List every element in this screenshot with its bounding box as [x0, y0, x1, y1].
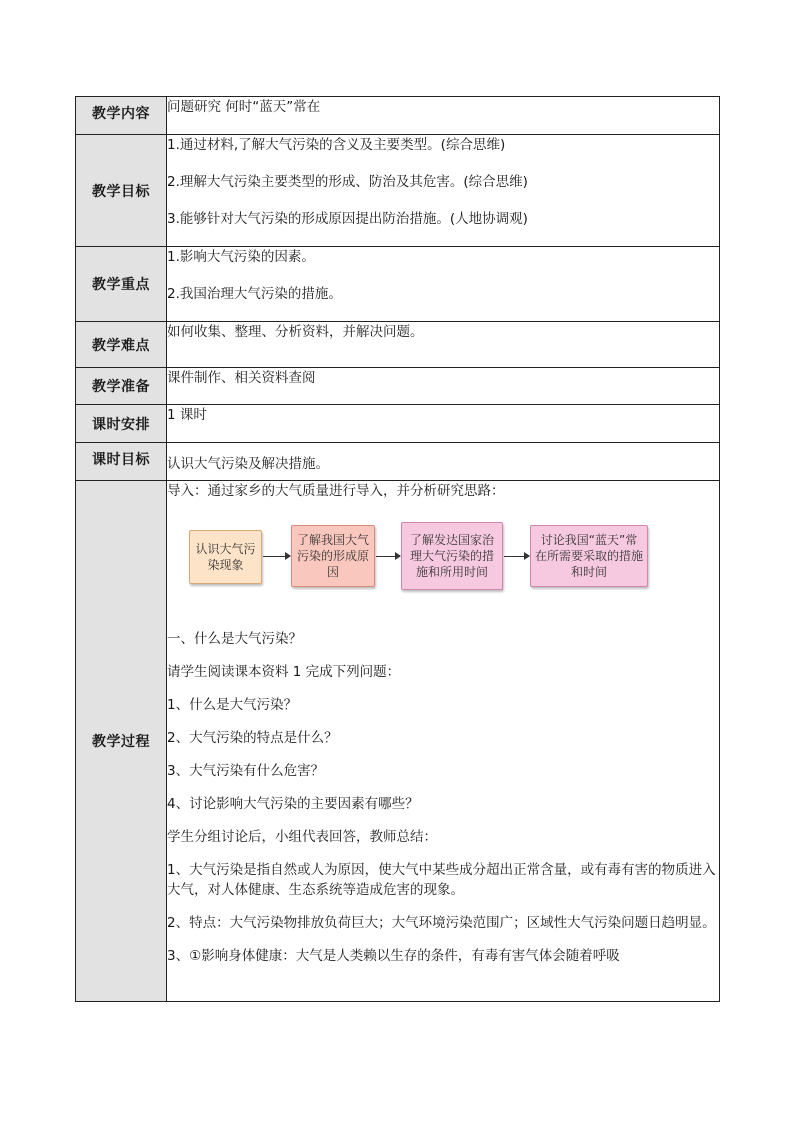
process-content: [167, 481, 720, 1002]
label-period-goal: 课时目标: [76, 443, 167, 481]
row-process: [76, 481, 720, 1002]
flow-arrow: [504, 556, 529, 557]
objective-item: 2.理解大气污染主要类型的形成、防治及其危害。(综合思维): [167, 174, 528, 190]
preparation-text: 课件制作、相关资料查阅: [167, 368, 720, 405]
key-points-list: [167, 247, 720, 322]
row-period-goal: [76, 443, 720, 481]
schedule-text: 1 课时: [167, 405, 720, 443]
process-paragraph: 学生分组讨论后，小组代表回答，教师总结：: [167, 829, 437, 845]
key-point-item: 2.我国治理大气污染的措施。: [167, 286, 342, 302]
question-item: 2、大气污染的特点是什么？: [167, 730, 338, 746]
lesson-plan-table: [75, 96, 720, 1002]
label-process: 教学过程: [76, 481, 167, 1002]
flow-step-4: 讨论我国“蓝天”常在所需要采取的措施和时间: [530, 525, 648, 587]
flow-arrow: [263, 556, 290, 557]
flow-step-3: 了解发达国家治理大气污染的措施和所用时间: [401, 522, 503, 590]
label-key-points: 教学重点: [76, 247, 167, 322]
process-intro: 导入：通过家乡的大气质量进行导入，并分析研究思路：: [167, 483, 505, 499]
row-schedule: [76, 405, 720, 443]
question-item: 3、大气污染有什么危害？: [167, 763, 325, 779]
row-preparation: [76, 368, 720, 405]
flow-step-1: 认识大气污染现象: [189, 530, 262, 584]
label-objectives: 教学目标: [76, 135, 167, 247]
row-content: [76, 97, 720, 135]
period-goal-text: 认识大气污染及解决措施。: [167, 443, 720, 481]
answer-paragraph: 1、大气污染是指自然或人为原因，使大气中某些成分超出正常含量，或有毒有害的物质进入大气，对人体健康、生态系统等造成危害的现象。: [167, 862, 716, 898]
difficulties-text: 如何收集、整理、分析资料，并解决问题。: [167, 322, 720, 368]
label-schedule: 课时安排: [76, 405, 167, 443]
research-flowchart: [167, 501, 719, 597]
label-preparation: 教学准备: [76, 368, 167, 405]
flow-arrow: [376, 556, 400, 557]
flow-step-2: 了解我国大气污染的形成原因: [291, 525, 375, 587]
label-content: 教学内容: [76, 97, 167, 135]
answer-paragraph: 2、特点：大气污染物排放负荷巨大；大气环境污染范围广；区域性大气污染问题日趋明显。: [167, 915, 716, 931]
row-key-points: [76, 247, 720, 322]
content-text: 问题研究 何时“蓝天”常在: [167, 97, 720, 135]
row-difficulties: [76, 322, 720, 368]
objectives-list: [167, 135, 720, 247]
key-point-item: 1.影响大气污染的因素。: [167, 249, 315, 265]
process-paragraph: 请学生阅读课本资料 1 完成下列问题：: [167, 664, 401, 680]
objective-item: 3.能够针对大气污染的形成原因提出防治措施。(人地协调观): [167, 211, 528, 227]
section-heading: 一、什么是大气污染？: [167, 631, 302, 647]
label-difficulties: 教学难点: [76, 322, 167, 368]
objective-item: 1.通过材料,了解大气污染的含义及主要类型。(综合思维): [167, 137, 506, 153]
answer-paragraph: 3、①影响身体健康：大气是人类赖以生存的条件，有毒有害气体会随着呼吸: [167, 948, 620, 964]
question-item: 4、讨论影响大气污染的主要因素有哪些？: [167, 796, 419, 812]
question-item: 1、什么是大气污染？: [167, 697, 298, 713]
row-objectives: [76, 135, 720, 247]
